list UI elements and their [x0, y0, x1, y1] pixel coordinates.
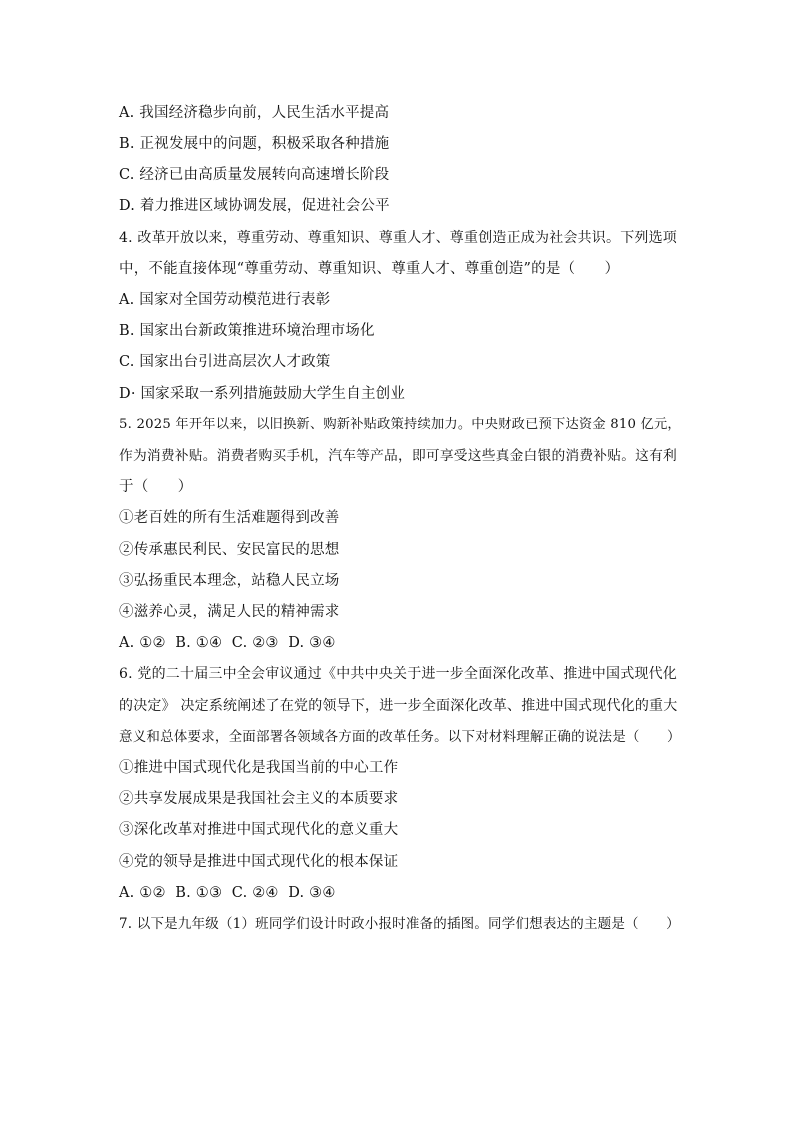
- q5-choices: A. ①② B. ①④ C. ②③ D. ③④: [119, 635, 336, 651]
- q4-option-b: B. 国家出台新政策推进环境治理市场化: [119, 323, 375, 339]
- q6-stem-line-1: 6. 党的二十届三中全会审议通过《中共中央关于进一步全面深化改革、推进中国式现代化: [119, 666, 678, 682]
- q5-item-1: ①老百姓的所有生活难题得到改善: [119, 510, 340, 526]
- prev-option-d: D. 着力推进区域协调发展，促进社会公平: [119, 198, 390, 214]
- q5-item-3: ③弘扬重民本理念，站稳人民立场: [119, 573, 340, 589]
- q4-stem-line-1: 4. 改革开放以来，尊重劳动、尊重知识、尊重人才、尊重创造正成为社会共识。下列选项: [119, 230, 678, 246]
- q7-stem-line-1: 7. 以下是九年级（1）班同学们设计时政小报时准备的插图。同学们想表达的主题是（ ）: [119, 916, 680, 932]
- q4-option-d: D· 国家采取一系列措施鼓励大学生自主创业: [119, 386, 406, 402]
- q6-item-3: ③深化改革对推进中国式现代化的意义重大: [119, 822, 399, 838]
- prev-option-b: B. 正视发展中的问题，积极采取各种措施: [119, 136, 390, 152]
- q5-item-2: ②传承惠民利民、安民富民的思想: [119, 542, 340, 558]
- q4-option-c: C. 国家出台引进高层次人才政策: [119, 354, 331, 370]
- q5-stem-line-3: 于（ ）: [119, 479, 193, 495]
- q4-option-a: A. 国家对全国劳动模范进行表彰: [119, 292, 331, 308]
- q6-item-4: ④党的领导是推进中国式现代化的根本保证: [119, 854, 399, 870]
- q5-stem-line-1: 5. 2025 年开年以来，以旧换新、购新补贴政策持续加力。中央财政已预下达资金 810 亿元，: [119, 417, 681, 432]
- q4-stem-line-2: 中，不能直接体现“尊重劳动、尊重知识、尊重人才、尊重创造”的是（ ）: [119, 261, 620, 277]
- q6-item-1: ①推进中国式现代化是我国当前的中心工作: [119, 760, 399, 776]
- prev-option-a: A. 我国经济稳步向前，人民生活水平提高: [119, 105, 390, 121]
- q6-item-2: ②共享发展成果是我国社会主义的本质要求: [119, 791, 399, 807]
- q6-stem-line-2: 的决定》 决定系统阐述了在党的领导下，进一步全面深化改革、推进中国式现代化的重大: [119, 698, 678, 714]
- q6-stem-line-3: 意义和总体要求，全面部署各领域各方面的改革任务。以下对材料理解正确的说法是（ ）: [119, 729, 681, 745]
- prev-option-c: C. 经济已由高质量发展转向高速增长阶段: [119, 167, 390, 183]
- q5-stem-line-2: 作为消费补贴。消费者购买手机，汽车等产品，即可享受这些真金白银的消费补贴。这有利: [119, 448, 678, 464]
- q6-choices: A. ①② B. ①③ C. ②④ D. ③④: [119, 885, 336, 901]
- q5-item-4: ④滋养心灵，满足人民的精神需求: [119, 604, 340, 620]
